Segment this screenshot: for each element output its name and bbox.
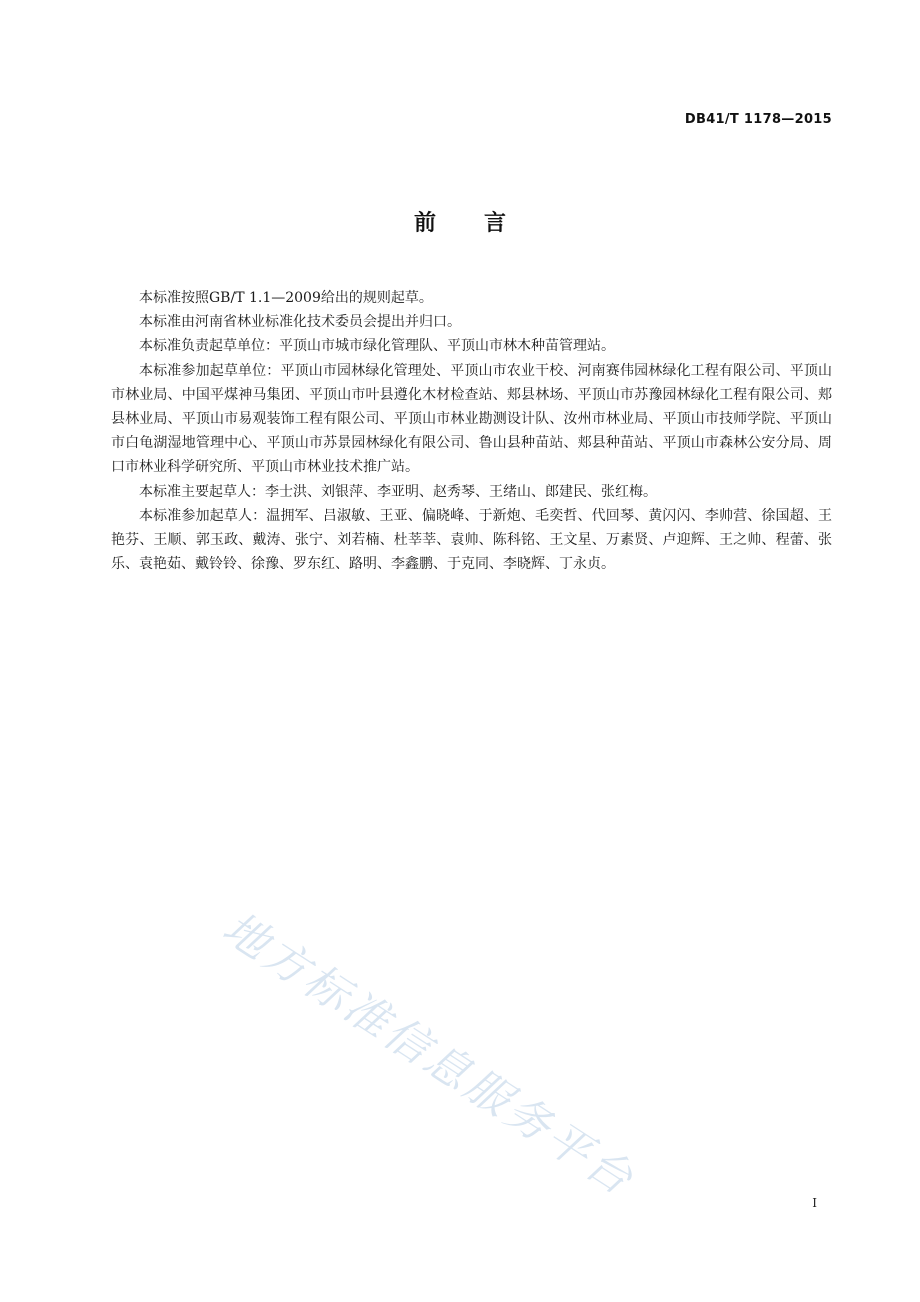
paragraph-participating-drafters: 本标准参加起草人：温拥军、吕淑敏、王亚、偏晓峰、于新炮、毛奕哲、代回琴、黄闪闪、李帅营、徐国超、王艳芬、王顺、郭玉政、戴涛、张宁、刘若楠、杜莘莘、袁帅、陈科铭、王文星、万素贤、卢迎辉、王之帅、程蕾、张乐、袁艳茹、戴铃铃、徐豫、罗东红、路明、李鑫鹏、于克同、李晓辉、丁永贞。 <box>111 507 832 573</box>
page-title: 前言 <box>413 211 554 236</box>
paragraph-participating-units: 本标准参加起草单位：平顶山市园林绿化管理处、平顶山市农业干校、河南赛伟园林绿化工程有限公司、平顶山市林业局、中国平煤神马集团、平顶山市叶县遵化木材检查站、郏县林场、平顶山市苏豫园林绿化工程有限公司、郏县林业局、平顶山市易观装饰工程有限公司、平顶山市林业勘测设计队、汝州市林业局、平顶山市技师学院、平顶山市白龟湖湿地管理中心、平顶山市苏景园林绿化有限公司、鲁山县种苗站、郏县种苗站、平顶山市森林公安分局、周口市林业科学研究所、平顶山市林业技术推广站。 <box>111 362 832 476</box>
page-number: I <box>812 1196 817 1210</box>
watermark: 地方标准信息服务平台 <box>213 902 644 1207</box>
standard-code: DB41/T 1178—2015 <box>684 112 832 127</box>
paragraph-main-drafters: 本标准主要起草人：李士洪、刘银萍、李亚明、赵秀琴、王绪山、郎建民、张红梅。 <box>139 483 657 500</box>
paragraph-drafting-rules: 本标准按照GB/T 1.1—2009给出的规则起草。 <box>139 290 433 306</box>
paragraph-responsible-units: 本标准负责起草单位：平顶山市城市绿化管理队、平顶山市林木种苗管理站。 <box>139 338 615 355</box>
foreword-body <box>111 286 832 576</box>
paragraph-proposed-by: 本标准由河南省林业标准化技术委员会提出并归口。 <box>139 314 461 331</box>
